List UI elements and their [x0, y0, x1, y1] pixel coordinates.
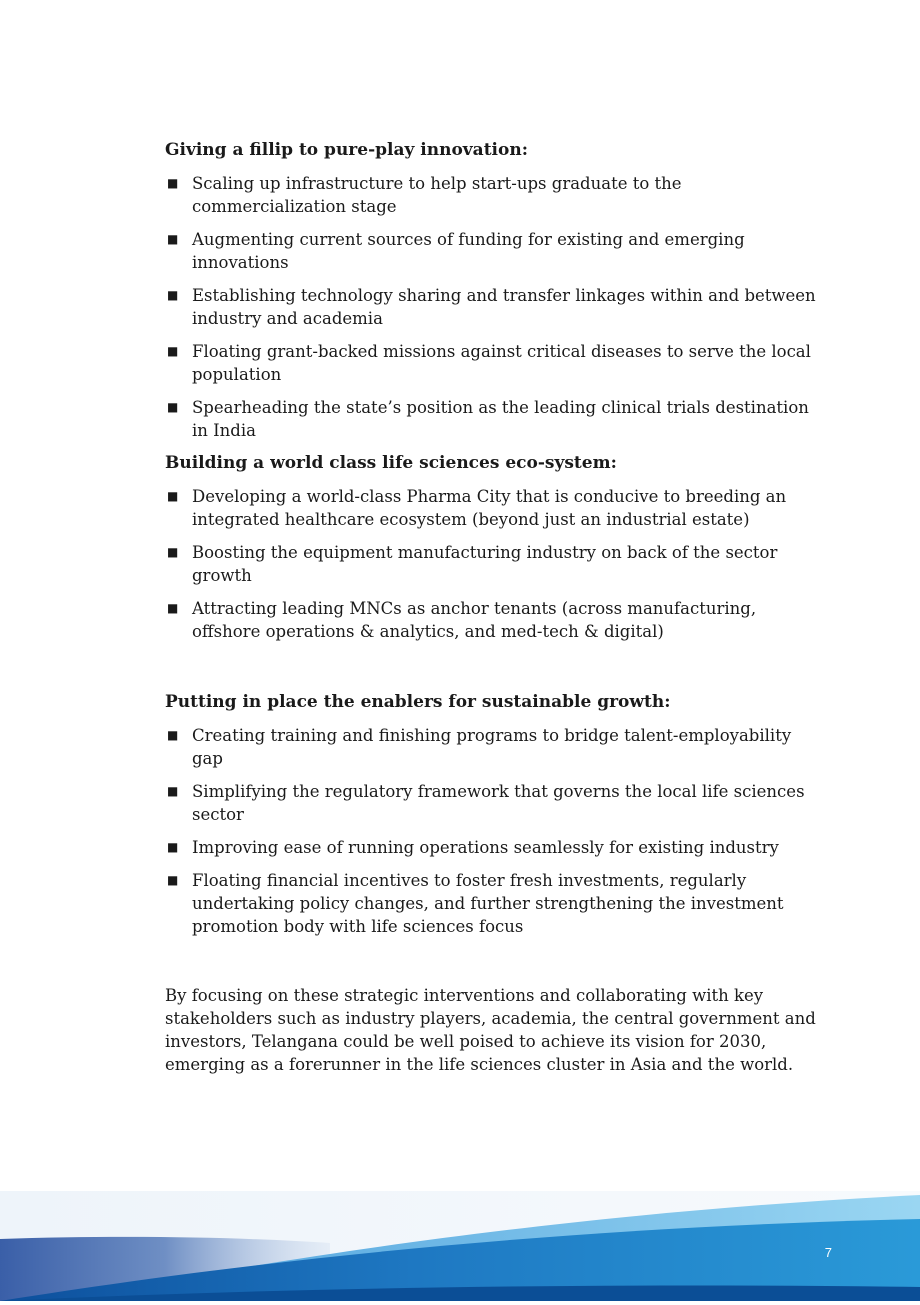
bullet-square-icon: ■: [167, 176, 179, 190]
list-item-text: Spearheading the state’s position as the leading clinical trials destination in India: [192, 398, 809, 440]
list-item-text: Attracting leading MNCs as anchor tenants (across manufacturing, offshore operations & analytics, and med-tech & digital): [192, 599, 757, 641]
bullet-square-icon: ■: [167, 784, 179, 798]
list-item: [165, 541, 825, 587]
list-item: [165, 836, 825, 859]
list-item: [165, 284, 825, 330]
section-ecosystem: [165, 452, 825, 643]
bullet-square-icon: ■: [167, 728, 179, 742]
section-heading: Building a world class life sciences eco-system:: [165, 453, 617, 473]
section-enablers: [165, 691, 825, 938]
bullet-square-icon: ■: [167, 232, 179, 246]
bullet-square-icon: ■: [167, 873, 179, 887]
list-item-text: Creating training and finishing programs to bridge talent-employability gap: [192, 726, 792, 768]
bullet-square-icon: ■: [167, 288, 179, 302]
list-item-text: Boosting the equipment manufacturing industry on back of the sector growth: [192, 543, 778, 585]
list-item: [165, 396, 825, 442]
list-item-text: Augmenting current sources of funding for existing and emerging innovations: [192, 230, 745, 272]
bullet-square-icon: ■: [167, 400, 179, 414]
list-item: [165, 172, 825, 218]
closing-paragraph: By focusing on these strategic interventions and collaborating with key stakeholders such as industry players, academia, the central government and investors, Telangana could be well poised to achieve its vision for 2030, emerging as a forerunner in the life sciences cluster in Asia and the world.: [165, 986, 816, 1074]
section-innovation: [165, 139, 825, 442]
list-item-text: Floating financial incentives to foster fresh investments, regularly undertaking policy changes, and further strengthening the investment promotion body with life sciences focus: [192, 871, 784, 936]
footer-wave-graphic: [0, 1191, 920, 1301]
paragraph-spacer: [165, 948, 825, 984]
list-item: [165, 340, 825, 386]
list-item: [165, 228, 825, 274]
bullet-list: [165, 172, 825, 442]
list-item: [165, 724, 825, 770]
page-content: [165, 139, 825, 1076]
list-item: [165, 485, 825, 531]
list-item: [165, 597, 825, 643]
section-heading: Putting in place the enablers for sustainable growth:: [165, 692, 671, 712]
list-item-text: Establishing technology sharing and transfer linkages within and between industry and academia: [192, 286, 816, 328]
bullet-list: [165, 724, 825, 938]
list-item-text: Developing a world-class Pharma City that is conducive to breeding an integrated healthcare ecosystem (beyond just an industrial estate): [192, 487, 787, 529]
page-number: 7: [824, 1245, 832, 1260]
bullet-square-icon: ■: [167, 344, 179, 358]
list-item: [165, 869, 825, 938]
bullet-list: [165, 485, 825, 643]
list-item-text: Simplifying the regulatory framework that governs the local life sciences sector: [192, 782, 805, 824]
footer-wave-banner: [0, 1191, 920, 1301]
bullet-square-icon: ■: [167, 489, 179, 503]
list-item-text: Improving ease of running operations seamlessly for existing industry: [192, 838, 779, 857]
bullet-square-icon: ■: [167, 545, 179, 559]
bullet-square-icon: ■: [167, 840, 179, 854]
list-item-text: Scaling up infrastructure to help start-ups graduate to the commercialization stage: [192, 174, 682, 216]
list-item: [165, 780, 825, 826]
section-heading: Giving a fillip to pure-play innovation:: [165, 140, 528, 160]
bullet-square-icon: ■: [167, 601, 179, 615]
list-item-text: Floating grant-backed missions against critical diseases to serve the local population: [192, 342, 811, 384]
section-spacer: [165, 653, 825, 691]
